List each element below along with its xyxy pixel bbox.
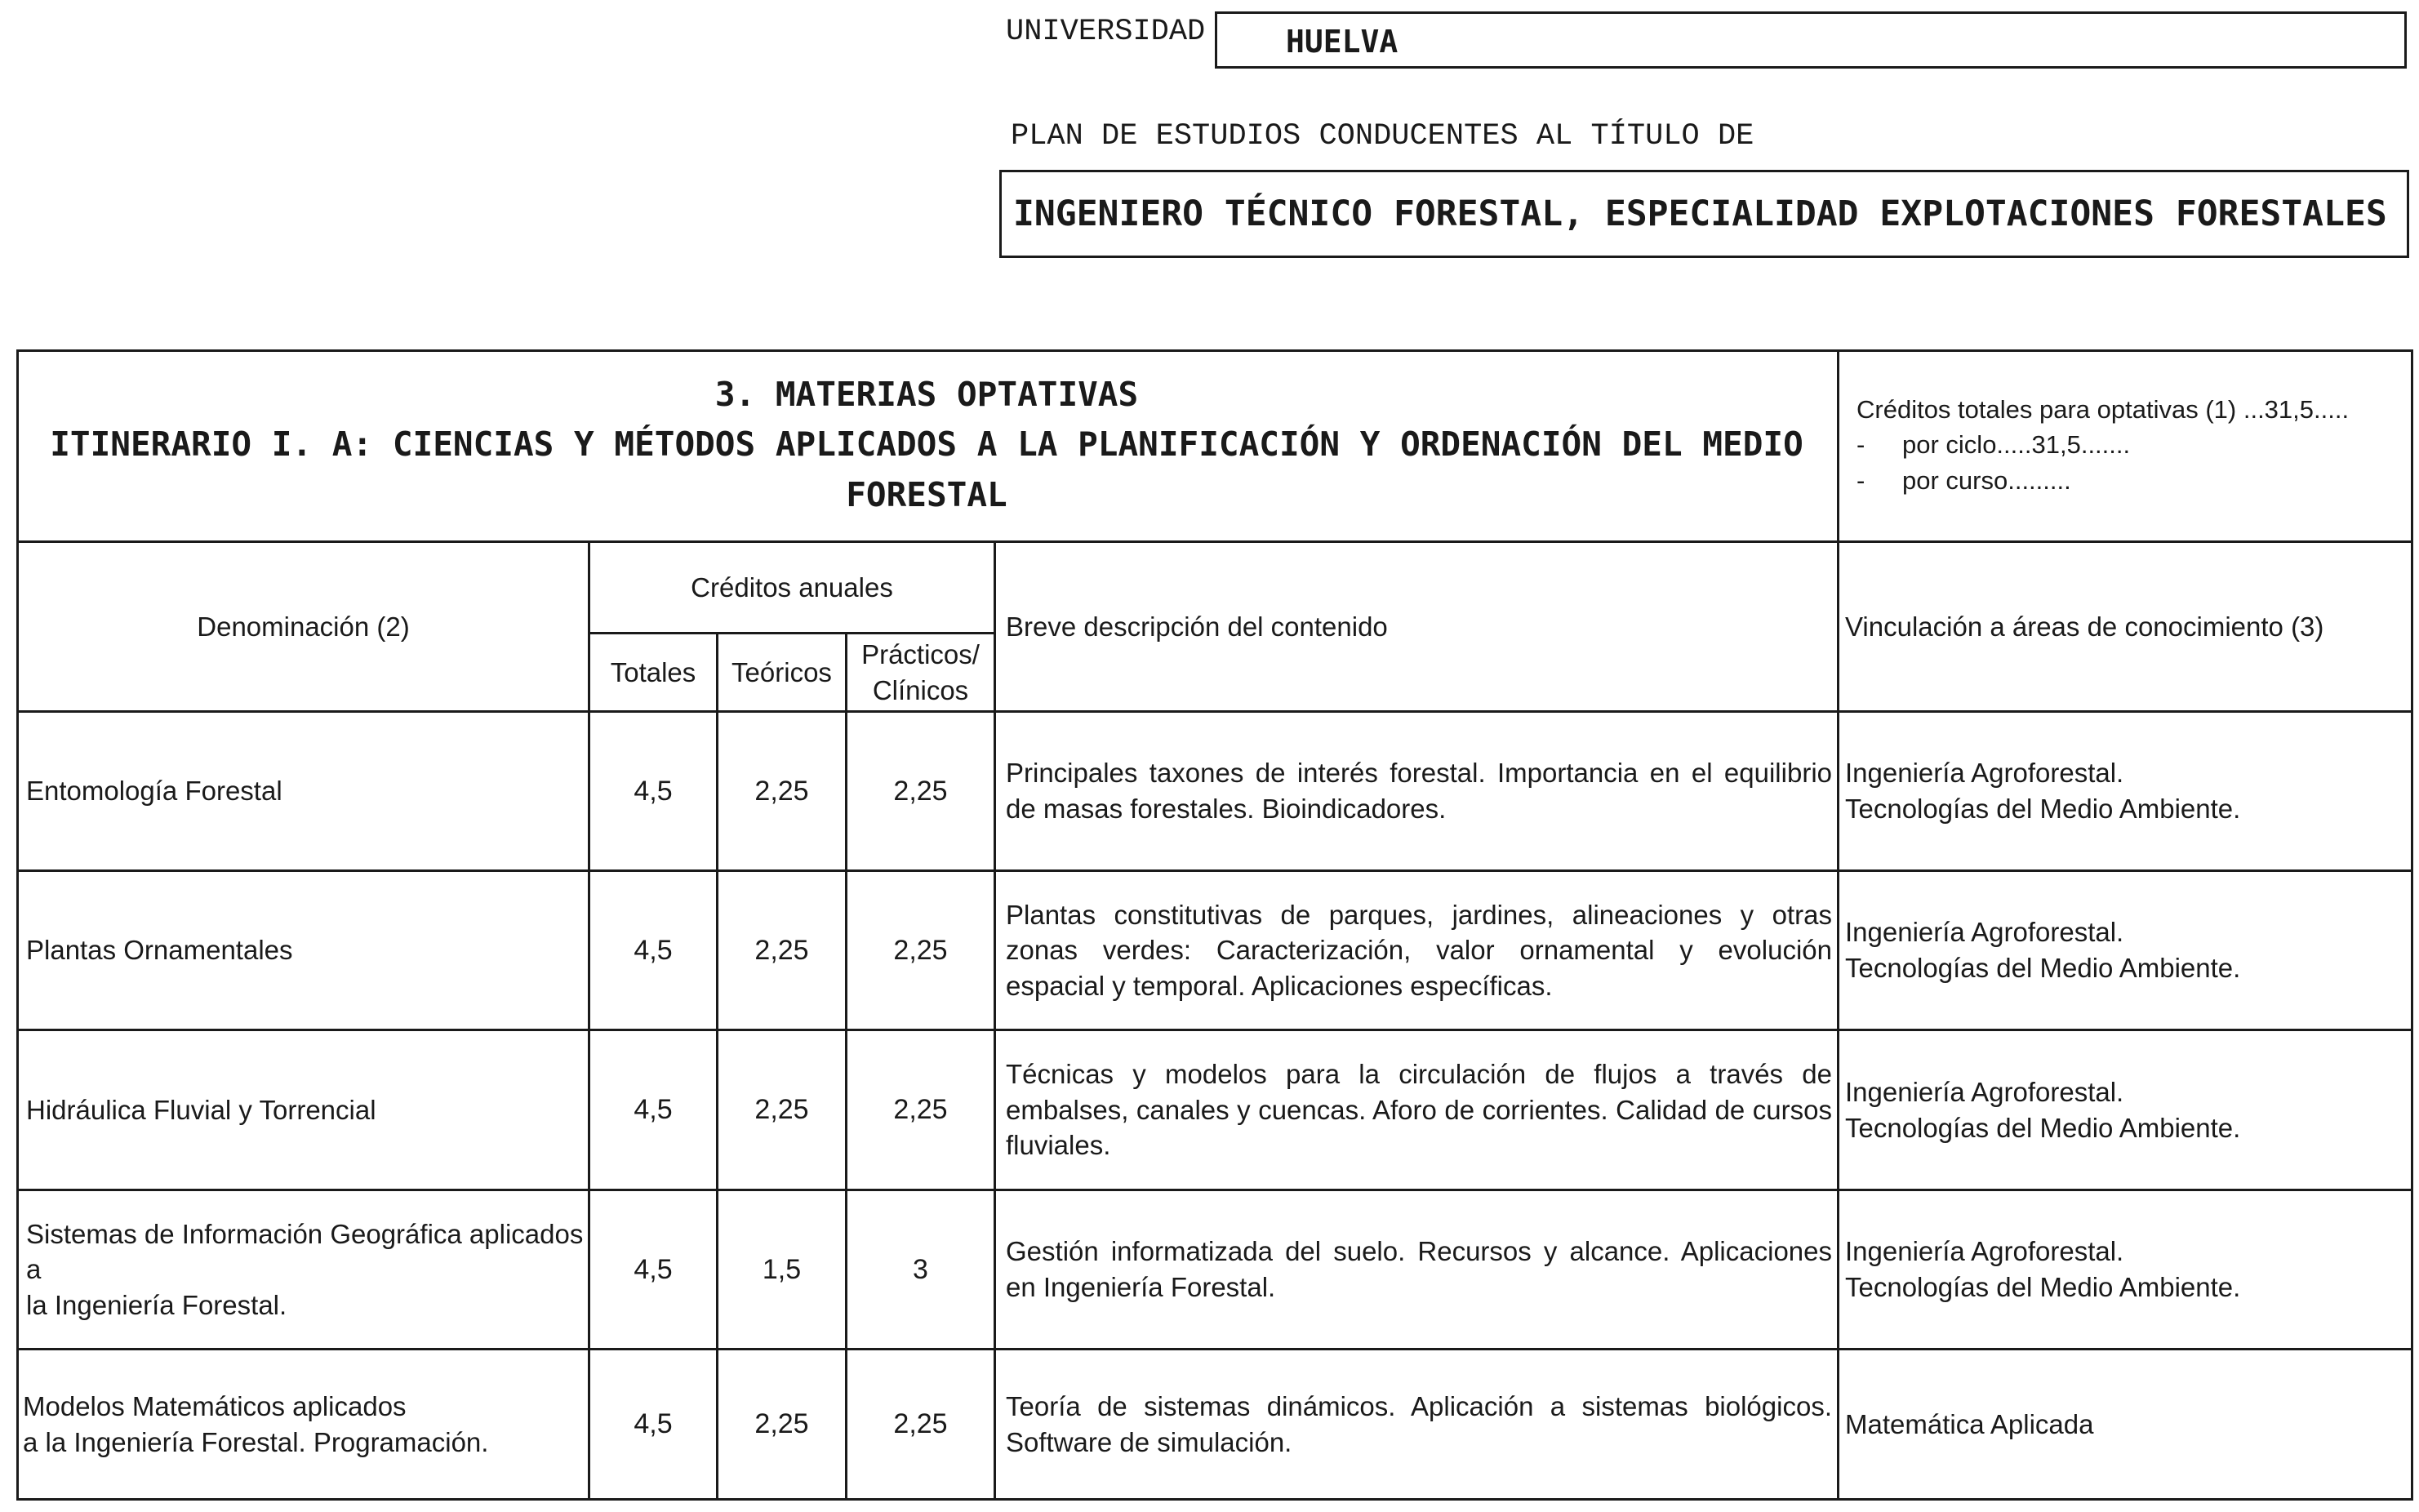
credits-practicos: 2,25 bbox=[893, 934, 948, 966]
knowledge-area-line1: Ingeniería Agroforestal. bbox=[1845, 758, 2124, 789]
knowledge-areas bbox=[1845, 1191, 2408, 1348]
knowledge-areas bbox=[1845, 1350, 2408, 1498]
bullet-dash: - bbox=[1856, 465, 1865, 495]
credits-totales: 4,5 bbox=[634, 1408, 673, 1439]
subject-description bbox=[1006, 872, 1832, 1029]
optional-subjects-table bbox=[16, 349, 2413, 1501]
knowledge-areas bbox=[1845, 1031, 2408, 1189]
credits-teoricos: 2,25 bbox=[754, 775, 809, 807]
knowledge-area-line2: Tecnologías del Medio Ambiente. bbox=[1845, 953, 2241, 983]
knowledge-area-line2: Tecnologías del Medio Ambiente. bbox=[1845, 1112, 2241, 1143]
column-header-descripcion: Breve descripción del contenido bbox=[1006, 611, 1388, 642]
section-title-line1: 3. MATERIAS OPTATIVAS bbox=[714, 374, 1139, 414]
subject-name bbox=[26, 713, 585, 869]
credits-total: Créditos totales para optativas (1) ...31,5..... bbox=[1856, 395, 2350, 424]
practicos-label-line1: Prácticos/ bbox=[861, 638, 980, 669]
credits-teoricos: 2,25 bbox=[754, 1408, 809, 1439]
subject-description bbox=[1006, 713, 1832, 869]
credits-per-cycle: por ciclo.....31,5....... bbox=[1902, 430, 2131, 460]
university-field bbox=[1215, 11, 2407, 69]
subject-name-line1: Sistemas de Información Geográfica aplicados a bbox=[26, 1218, 584, 1285]
column-header-practicos bbox=[847, 634, 994, 710]
knowledge-area-line1: Ingeniería Agroforestal. bbox=[1845, 917, 2124, 948]
knowledge-area-line1: Ingeniería Agroforestal. bbox=[1845, 1076, 2124, 1107]
column-header-totales: Totales bbox=[610, 656, 696, 687]
subject-name bbox=[23, 1350, 585, 1498]
knowledge-areas bbox=[1845, 713, 2408, 869]
subject-description bbox=[1006, 1191, 1832, 1348]
practicos-label-line2: Clínicos bbox=[872, 674, 969, 705]
credits-totales: 4,5 bbox=[634, 1094, 673, 1125]
knowledge-area-line1: Matemática Aplicada bbox=[1845, 1408, 2094, 1439]
subject-name-line2: la Ingeniería Forestal. bbox=[26, 1289, 287, 1320]
credits-per-course: por curso......... bbox=[1902, 465, 2071, 495]
credits-practicos: 3 bbox=[913, 1253, 928, 1285]
subject-description-text: Gestión informatizada del suelo. Recursos y alcance. Aplicaciones en Ingeniería Forestal. bbox=[1006, 1236, 1832, 1302]
optional-credits-summary bbox=[1840, 349, 2412, 540]
subject-description bbox=[1006, 1031, 1832, 1189]
subject-name bbox=[26, 872, 585, 1029]
subject-name-line1: Entomología Forestal bbox=[26, 776, 282, 807]
degree-title: INGENIERO TÉCNICO FORESTAL, ESPECIALIDAD EXPLOTACIONES FORESTALES bbox=[1013, 193, 2387, 234]
column-header-vinculacion: Vinculación a áreas de conocimiento (3) bbox=[1845, 611, 2324, 642]
credits-totales: 4,5 bbox=[634, 1253, 673, 1285]
subject-name-line1: Modelos Matemáticos aplicados bbox=[23, 1390, 407, 1421]
subject-name bbox=[26, 1191, 585, 1348]
credits-practicos: 2,25 bbox=[893, 1094, 948, 1125]
subject-description bbox=[1006, 1350, 1832, 1498]
knowledge-area-line2: Tecnologías del Medio Ambiente. bbox=[1845, 1272, 2241, 1302]
subject-description-text: Teoría de sistemas dinámicos. Aplicación a sistemas biológicos. Software de simulación. bbox=[1006, 1390, 1832, 1457]
column-header-denominacion: Denominación (2) bbox=[197, 611, 410, 642]
knowledge-areas bbox=[1845, 872, 2408, 1029]
credits-totales: 4,5 bbox=[634, 934, 673, 966]
subject-name-line1: Hidráulica Fluvial y Torrencial bbox=[26, 1094, 376, 1125]
bullet-dash: - bbox=[1856, 430, 1865, 460]
credits-totales: 4,5 bbox=[634, 775, 673, 807]
section-title bbox=[16, 349, 1837, 540]
credits-teoricos: 2,25 bbox=[754, 934, 809, 966]
column-header-creditos-anuales: Créditos anuales bbox=[691, 571, 893, 603]
university-label: UNIVERSIDAD bbox=[1006, 15, 1206, 49]
knowledge-area-line1: Ingeniería Agroforestal. bbox=[1845, 1236, 2124, 1267]
subject-name-line1: Plantas Ornamentales bbox=[26, 935, 293, 966]
subject-description-text: Técnicas y modelos para la circulación de flujos a través de embalses, canales y cuencas. Aforo de corrientes. Calidad de cursos fluviales. bbox=[1006, 1059, 1832, 1161]
section-title-line2: ITINERARIO I. A: CIENCIAS Y MÉTODOS APLICADOS A LA PLANIFICACIÓN Y ORDENACIÓN DEL MEDIO bbox=[50, 425, 1803, 465]
subject-name bbox=[26, 1031, 585, 1189]
credits-teoricos: 2,25 bbox=[754, 1094, 809, 1125]
knowledge-area-line2: Tecnologías del Medio Ambiente. bbox=[1845, 794, 2241, 824]
subject-description-text: Principales taxones de interés forestal. Importancia en el equilibrio de masas forestales. Bioindicadores. bbox=[1006, 758, 1832, 824]
degree-title-field bbox=[999, 170, 2409, 258]
credits-teoricos: 1,5 bbox=[762, 1253, 802, 1285]
university-name: HUELVA bbox=[1286, 24, 1398, 60]
column-header-teoricos: Teóricos bbox=[731, 656, 832, 687]
credits-practicos: 2,25 bbox=[893, 1408, 948, 1439]
subject-description-text: Plantas constitutivas de parques, jardines, alineaciones y otras zonas verdes: Caracterización, valor ornamental y evolución espacial y temporal. Aplicaciones específicas. bbox=[1006, 899, 1832, 1001]
subject-name-line2: a la Ingeniería Forestal. Programación. bbox=[23, 1426, 489, 1457]
section-title-line3: FORESTAL bbox=[846, 474, 1007, 514]
credits-practicos: 2,25 bbox=[893, 775, 948, 807]
plan-label: PLAN DE ESTUDIOS CONDUCENTES AL TÍTULO DE bbox=[1011, 119, 1754, 153]
